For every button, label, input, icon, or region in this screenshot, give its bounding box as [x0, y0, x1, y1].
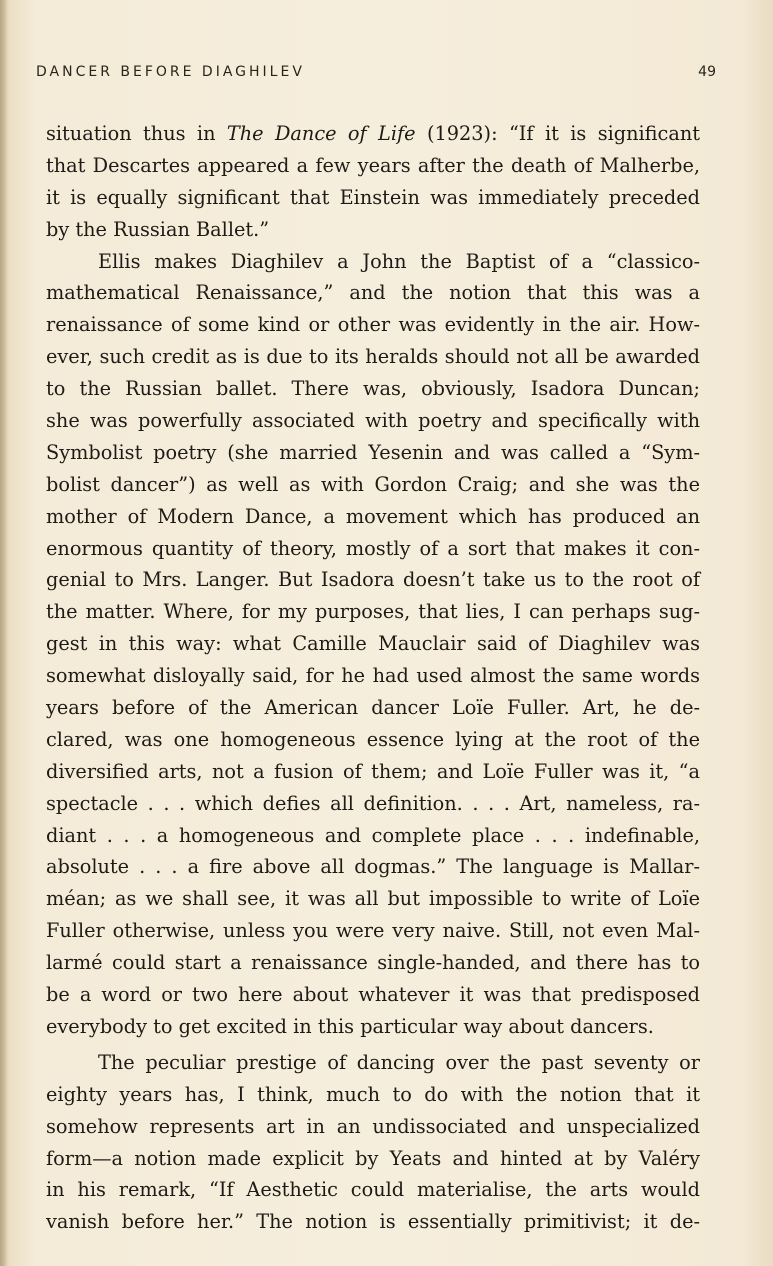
text-line: she was powerfully associated with poetry and specifically with: [46, 409, 700, 433]
running-head: [36, 64, 716, 88]
text-line: by the Russian Ballet.”: [46, 217, 270, 241]
text-line: that Descartes appeared a few years after the death of Malherbe,: [46, 153, 700, 177]
body-text: [46, 118, 700, 1238]
text-line: eighty years has, I think, much to do with the notion that it: [46, 1082, 700, 1106]
text-line: in his remark, “If Aesthetic could materialise, the arts would: [46, 1178, 700, 1202]
text-line: renaissance of some kind or other was evidently in the air. How-: [46, 313, 700, 337]
text-line: mother of Modern Dance, a movement which has produced an: [46, 504, 700, 528]
text-line: genial to Mrs. Langer. But Isadora doesn’t take us to the root of: [46, 568, 700, 592]
text-line: diversified arts, not a fusion of them; and Loïe Fuller was it, “a: [46, 759, 700, 783]
text-line: vanish before her.” The notion is essentially primitivist; it de-: [46, 1210, 700, 1234]
binding-shadow: [0, 0, 8, 1266]
page-number: 49: [698, 64, 716, 80]
text-line: The peculiar prestige of dancing over the past seventy or: [98, 1050, 700, 1074]
text-line: diant . . . a homogeneous and complete place . . . indefinable,: [46, 823, 700, 847]
text-line: somewhat disloyally said, for he had used almost the same words: [46, 664, 700, 688]
text-line: somehow represents art in an undissociated and unspecialized: [46, 1114, 700, 1138]
text-line: absolute . . . a fire above all dogmas.” The language is Mallar-: [46, 855, 700, 879]
text-line: years before of the American dancer Loïe Fuller. Art, he de-: [46, 696, 700, 720]
running-head-title: DANCER BEFORE DIAGHILEV: [36, 64, 305, 80]
text-line: bolist dancer”) as well as with Gordon Craig; and she was the: [46, 472, 700, 496]
text-line: be a word or two here about whatever it was that predisposed: [46, 983, 700, 1007]
text-line: Fuller otherwise, unless you were very naive. Still, not even Mal-: [46, 919, 700, 943]
text-line: ever, such credit as is due to its heralds should not all be awarded: [46, 345, 700, 369]
text-line: Ellis makes Diaghilev a John the Baptist of a “classico-: [98, 249, 700, 273]
text-line: larmé could start a renaissance single-handed, and there has to: [46, 951, 700, 975]
text-line: méan; as we shall see, it was all but impossible to write of Loïe: [46, 887, 700, 911]
text-line: mathematical Renaissance,” and the notion that this was a: [46, 281, 700, 305]
text-line: spectacle . . . which defies all definition. . . . Art, nameless, ra-: [46, 791, 700, 815]
text-line: everybody to get excited in this particular way about dancers.: [46, 1014, 654, 1038]
text-line: situation thus in The Dance of Life (1923): “If it is significant: [46, 122, 700, 145]
text-line: to the Russian ballet. There was, obviously, Isadora Duncan;: [46, 377, 700, 401]
text-line: form—a notion made explicit by Yeats and hinted at by Valéry: [46, 1146, 700, 1170]
text-line: Symbolist poetry (she married Yesenin and was called a “Sym-: [46, 440, 700, 464]
text-line: gest in this way: what Camille Mauclair said of Diaghilev was: [46, 632, 700, 656]
text-line: it is equally significant that Einstein was immediately preceded: [46, 185, 700, 209]
text-line: the matter. Where, for my purposes, that lies, I can perhaps sug-: [46, 600, 700, 624]
text-line: enormous quantity of theory, mostly of a sort that makes it con-: [46, 536, 700, 560]
text-line: clared, was one homogeneous essence lying at the root of the: [46, 727, 700, 751]
